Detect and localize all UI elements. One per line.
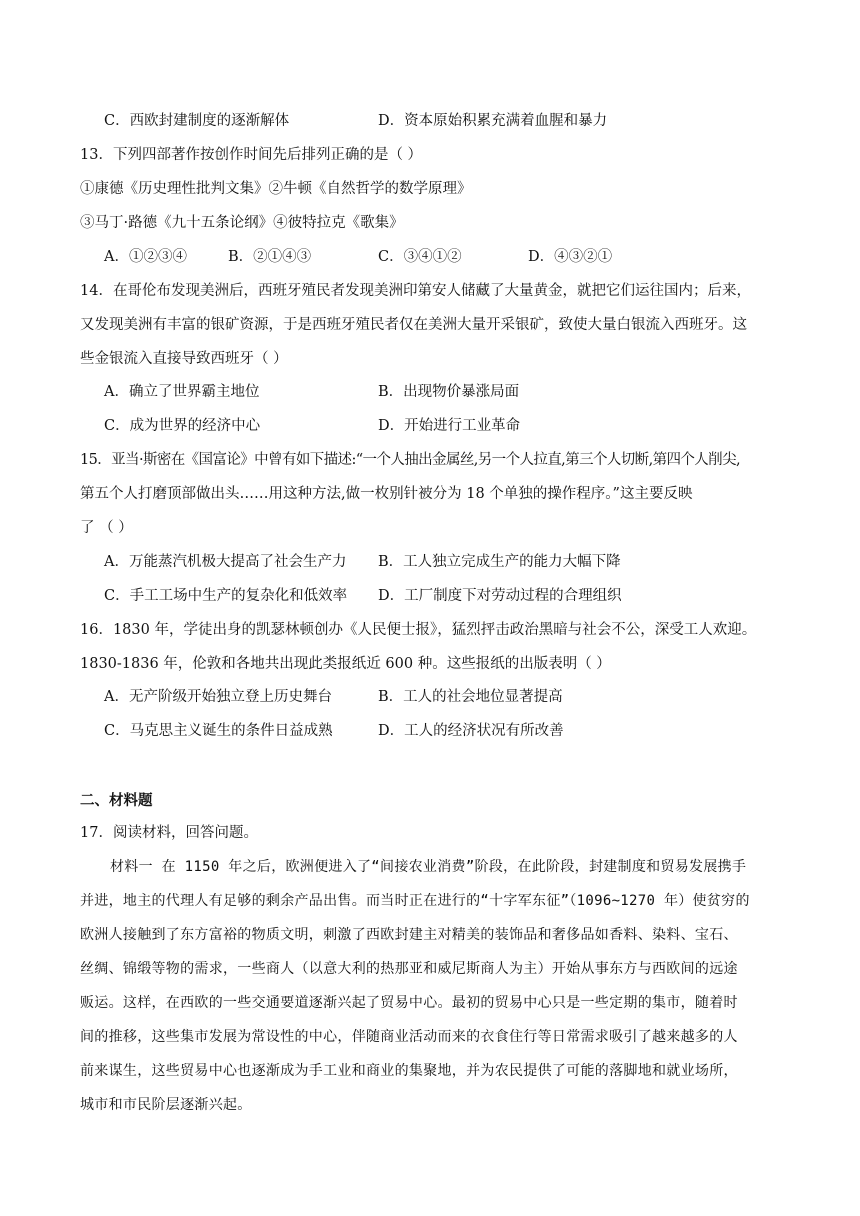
q17-material-line: 材料一 在 1150 年之后，欧洲便进入了“间接农业消费”阶段，在此阶段，封建制度和贸易发展携手 [110,859,747,875]
q16-option-a: A．无产阶级开始独立登上历史舞台 [104,689,332,705]
q13-works-line-2: ③马丁·路德《九十五条论纲》④彼特拉克《歌集》 [80,215,404,231]
q16-option-d: D．工人的经济状况有所改善 [378,723,564,739]
q15-option-a: A．万能蒸汽机极大提高了社会生产力 [104,554,347,570]
q14-option-a: A．确立了世界霸主地位 [104,384,260,400]
q17-material-line: 并进，地主的代理人有足够的剩余产品出售。而当时正在进行的“十字军东征”（1096~1270 年）使贫穷的 [80,893,750,909]
q14-stem-line-1: 14．在哥伦布发现美洲后，西班牙殖民者发现美洲印第安人储藏了大量黄金，就把它们运往国内；后来， [80,283,751,299]
q17-material-line: 丝绸、锦缎等物的需求，一些商人（以意大利的热那亚和威尼斯商人为主）开始从事东方与西欧间的远途 [80,961,738,977]
q13-option-d: D．④③②① [528,249,613,265]
q14-stem-line-2: 又发现美洲有丰富的银矿资源，于是西班牙殖民者仅在美洲大量开采银矿，致使大量白银流入西班牙。这 [80,317,747,333]
q14-option-c: C．成为世界的经济中心 [104,418,261,434]
q13-stem: 13．下列四部著作按创作时间先后排列正确的是（ ） [80,147,423,163]
q15-stem-line-3: 了 （ ） [80,520,133,536]
q15-option-b: B．工人独立完成生产的能力大幅下降 [378,554,621,570]
q15-option-c: C．手工工场中生产的复杂化和低效率 [104,588,348,604]
q16-option-b: B．工人的社会地位显著提高 [378,689,563,705]
q14-option-d: D．开始进行工业革命 [378,418,521,434]
q17-material-line: 城市和市民阶层逐渐兴起。 [80,1097,252,1113]
q13-option-a: A．①②③④ [104,249,187,265]
q15-stem-line-2: 第五个人打磨顶部做出头……用这种方法,做一枚别针被分为 18 个单独的操作程序。”这主要反映 [80,486,693,502]
section-heading-material: 二、材料题 [80,793,153,809]
q15-option-d: D．工厂制度下对劳动过程的合理组织 [378,588,622,604]
q12-option-d: D．资本原始积累充满着血腥和暴力 [378,113,608,129]
q13-option-c: C．③④①② [378,249,462,265]
q15-stem-line-1: 15．亚当·斯密在《国富论》中曾有如下描述:“一个人抽出金属丝,另一个人拉直,第三个人切断,第四个人削尖, [80,452,740,468]
q16-option-c: C．马克思主义诞生的条件日益成熟 [104,723,333,739]
q17-material-line: 前来谋生，这些贸易中心也逐渐成为手工业和商业的集聚地，并为农民提供了可能的落脚地和就业场所， [80,1063,738,1079]
q13-option-b: B．②①④③ [228,249,312,265]
q16-stem-line-1: 16．1830 年，学徒出身的凯瑟林顿创办《人民便士报》，猛烈抨击政治黑暗与社会不公，深受工人欢迎。 [80,622,757,638]
q17-stem: 17．阅读材料，回答问题。 [80,825,258,841]
q14-stem-line-3: 些金银流入直接导致西班牙（ ） [80,351,288,367]
q17-material-line: 欧洲人接触到了东方富裕的物质文明，刺激了西欧封建主对精美的装饰品和奢侈品如香料、染料、宝石、 [80,927,738,943]
q17-material-line: 贩运。这样，在西欧的一些交通要道逐渐兴起了贸易中心。最初的贸易中心只是一些定期的集市，随着时 [80,995,738,1011]
q17-material-line: 间的推移，这些集市发展为常设性的中心，伴随商业活动而来的衣食住行等日常需求吸引了越来越多的人 [80,1029,738,1045]
q12-option-c: C．西欧封建制度的逐渐解体 [104,113,290,129]
q14-option-b: B．出现物价暴涨局面 [378,384,520,400]
q16-stem-line-2: 1830-1836 年，伦敦和各地共出现此类报纸近 600 种。这些报纸的出版表明（ ） [80,656,611,672]
q13-works-line-1: ①康德《历史理性批判文集》②牛顿《自然哲学的数学原理》 [80,181,472,197]
